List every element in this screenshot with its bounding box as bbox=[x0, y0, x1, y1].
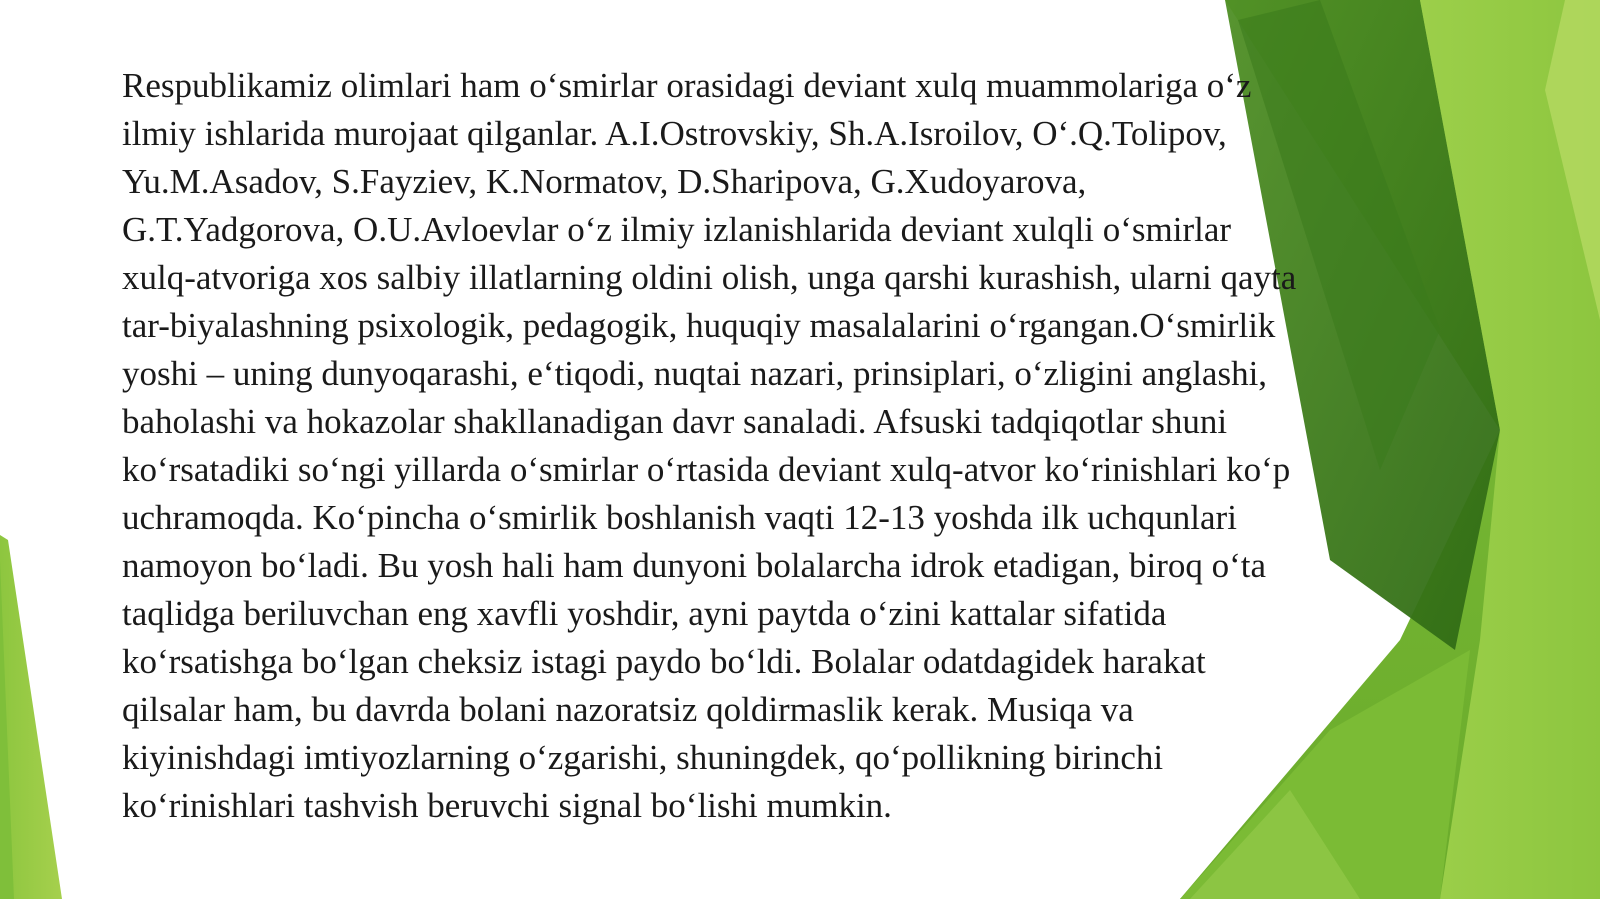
body-line: uchramoqda. Ko‘pincha o‘smirlik boshlanish vaqti 12-13 yoshda ilk uchqunlari bbox=[122, 498, 1237, 537]
body-line: yoshi – uning dunyoqarashi, e‘tiqodi, nuqtai nazari, prinsiplari, o‘zligini anglashi, bbox=[122, 354, 1268, 393]
body-line: ilmiy ishlarida murojaat qilganlar. A.I.Ostrovskiy, Sh.A.Isroilov, O‘.Q.Tolipov, bbox=[122, 114, 1227, 153]
body-line: ko‘rinishlari tashvish beruvchi signal bo‘lishi mumkin. bbox=[122, 786, 892, 825]
body-line: baholashi va hokazolar shakllanadigan davr sanaladi. Afsuski tadqiqotlar shuni bbox=[122, 402, 1228, 441]
body-line: kiyinishdagi imtiyozlarning o‘zgarishi, shuningdek, qo‘pollikning birinchi bbox=[122, 738, 1164, 777]
body-paragraph bbox=[122, 62, 1482, 830]
body-line: ko‘rsatishga bo‘lgan cheksiz istagi paydo bo‘ldi. Bolalar odatdagidek harakat bbox=[122, 642, 1206, 681]
body-line: xulq-atvoriga xos salbiy illatlarning oldini olish, unga qarshi kurashish, ularni qayta bbox=[122, 258, 1297, 297]
body-line: ko‘rsatadiki so‘ngi yillarda o‘smirlar o‘rtasida deviant xulq-atvor ko‘rinishlari ko‘p bbox=[122, 450, 1291, 489]
body-line: Yu.M.Asadov, S.Fayziev, K.Normatov, D.Sharipova, G.Xudoyarova, bbox=[122, 162, 1087, 201]
body-line: taqlidga beriluvchan eng xavfli yoshdir, ayni paytda o‘zini kattalar sifatida bbox=[122, 594, 1167, 633]
body-line: G.T.Yadgorova, O.U.Avloevlar o‘z ilmiy izlanishlarida deviant xulqli o‘smirlar bbox=[122, 210, 1232, 249]
body-line: Respublikamiz olimlari ham o‘smirlar orasidagi deviant xulq muammolariga o‘z bbox=[122, 66, 1252, 105]
body-line: qilsalar ham, bu davrda bolani nazoratsiz qoldirmaslik kerak. Musiqa va bbox=[122, 690, 1134, 729]
body-line: tar-biyalashning psixologik, pedagogik, huquqiy masalalarini o‘rgangan.O‘smirlik bbox=[122, 306, 1276, 345]
body-line: namoyon bo‘ladi. Bu yosh hali ham dunyoni bolalarcha idrok etadigan, biroq o‘ta bbox=[122, 546, 1267, 585]
